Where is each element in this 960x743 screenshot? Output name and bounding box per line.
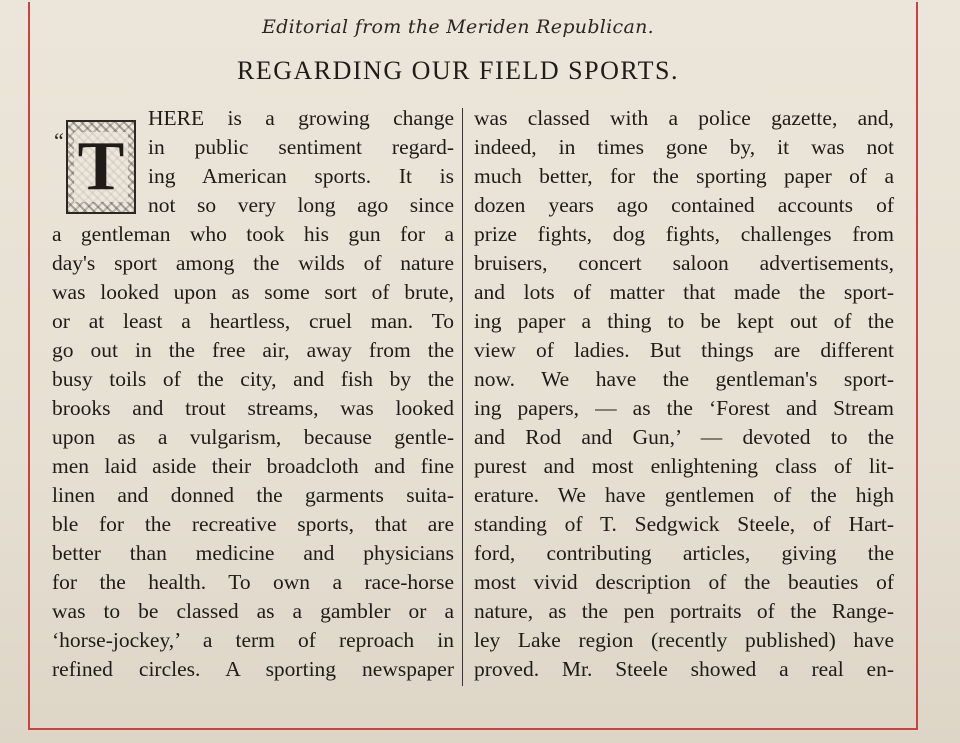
- text-line: purest and most enlightening class of lit-: [474, 454, 894, 478]
- text-line: nature, as the pen portraits of the Range-: [474, 599, 894, 623]
- drop-cap-letter: T: [74, 132, 129, 202]
- text-line: view of ladies. But things are different: [474, 338, 894, 362]
- text-line: proved. Mr. Steele showed a real en-: [474, 657, 894, 681]
- right-column: [474, 104, 894, 684]
- text-line: better than medicine and physicians: [52, 541, 454, 565]
- text-line: dozen years ago contained accounts of: [474, 193, 894, 217]
- text-line: not so very long ago since: [148, 193, 454, 217]
- text-line: much better, for the sporting paper of a: [474, 164, 894, 188]
- left-column: [52, 104, 454, 684]
- text-line: now. We have the gentleman's sport-: [474, 367, 894, 391]
- text-line: ing papers, — as the ‘Forest and Stream: [474, 396, 894, 420]
- opening-quote: “: [54, 128, 64, 153]
- text-line: a gentleman who took his gun for a: [52, 222, 454, 246]
- text-line: erature. We have gentlemen of the high: [474, 483, 894, 507]
- text-line: or at least a heartless, cruel man. To: [52, 309, 454, 333]
- text-line: ing paper a thing to be kept out of the: [474, 309, 894, 333]
- text-line: ble for the recreative sports, that are: [52, 512, 454, 536]
- text-line: brooks and trout streams, was looked: [52, 396, 454, 420]
- headline: REGARDING OUR FIELD SPORTS.: [237, 56, 679, 85]
- column-divider: [462, 108, 463, 686]
- text-line: day's sport among the wilds of nature: [52, 251, 454, 275]
- text-line: upon as a vulgarism, because gentle-: [52, 425, 454, 449]
- text-line: in public sentiment regard-: [148, 135, 454, 159]
- text-line: was to be classed as a gambler or a: [52, 599, 454, 623]
- text-line: for the health. To own a race-horse: [52, 570, 454, 594]
- text-line: indeed, in times gone by, it was not: [474, 135, 894, 159]
- text-line: was classed with a police gazette, and,: [474, 106, 894, 130]
- text-line: ford, contributing articles, giving the: [474, 541, 894, 565]
- text-line: and lots of matter that made the sport-: [474, 280, 894, 304]
- text-line: refined circles. A sporting newspaper: [52, 657, 454, 681]
- text-line: ing American sports. It is: [148, 164, 454, 188]
- text-line: ley Lake region (recently published) have: [474, 628, 894, 652]
- text-line: prize fights, dog fights, challenges from: [474, 222, 894, 246]
- text-line: go out in the free air, away from the: [52, 338, 454, 362]
- text-line: linen and donned the garments suita-: [52, 483, 454, 507]
- text-line: ‘horse-jockey,’ a term of reproach in: [52, 628, 454, 652]
- text-line: busy toils of the city, and fish by the: [52, 367, 454, 391]
- text-line: men laid aside their broadcloth and fine: [52, 454, 454, 478]
- text-line: was looked upon as some sort of brute,: [52, 280, 454, 304]
- text-line: and Rod and Gun,’ — devoted to the: [474, 425, 894, 449]
- source-line: Editorial from the Meriden Republican.: [261, 16, 654, 38]
- text-line: most vivid description of the beauties of: [474, 570, 894, 594]
- text-line: HERE is a growing change: [148, 106, 454, 130]
- text-line: standing of T. Sedgwick Steele, of Hart-: [474, 512, 894, 536]
- text-line: bruisers, concert saloon advertisements,: [474, 251, 894, 275]
